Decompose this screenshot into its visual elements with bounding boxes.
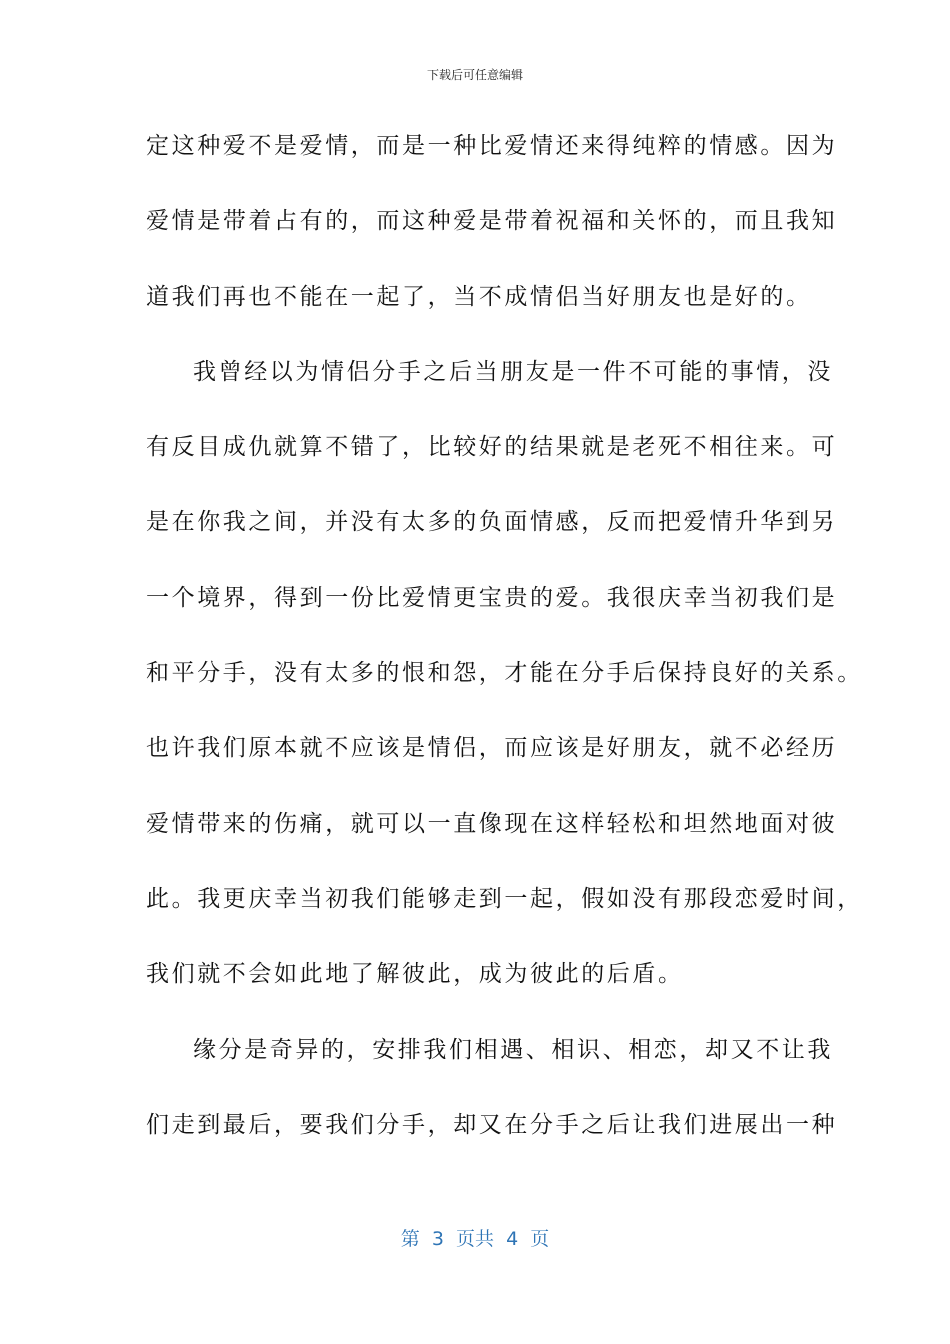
page-header: 下载后可任意编辑 [426,68,523,82]
text-line: 是在你我之间，并没有太多的负面情感，反而把爱情升华到另 [146,509,838,536]
text-line: 爱情带来的伤痛，就可以一直像现在这样轻松和坦然地面对彼 [146,810,838,837]
text-line: 定这种爱不是爱情，而是一种比爱情还来得纯粹的情感。因为 [146,133,838,159]
text-line: 也许我们原本就不应该是情侣，而应该是好朋友，就不必经历 [146,735,838,762]
text-line: 有反目成仇就算不错了，比较好的结果就是老死不相往来。可 [146,434,838,461]
text-line: 和平分手，没有太多的恨和怨，才能在分手后保持良好的关系。 [146,660,863,687]
text-line: 道我们再也不能在一起了，当不成情侣当好朋友也是好的。 [146,283,812,310]
text-line: 爱情是带着占有的，而这种爱是带着祝福和关怀的，而且我知 [146,208,838,235]
paragraph-start-line: 我曾经以为情侣分手之后当朋友是一件不可能的事情，没 [193,358,833,385]
text-line: 们走到最后，要我们分手，却又在分手之后让我们进展出一种 [146,1111,838,1138]
text-line: 我们就不会如此地了解彼此，成为彼此的后盾。 [146,961,684,988]
document-body [146,116,863,1170]
text-line: 此。我更庆幸当初我们能够走到一起，假如没有那段恋爱时间， [146,885,863,912]
page-number-footer: 第 3 页共 4 页 [400,1228,550,1250]
text-line: 一个境界，得到一份比爱情更宝贵的爱。我很庆幸当初我们是 [146,584,838,611]
paragraph-start-line: 缘分是奇异的，安排我们相遇、相识、相恋，却又不让我 [193,1036,833,1063]
